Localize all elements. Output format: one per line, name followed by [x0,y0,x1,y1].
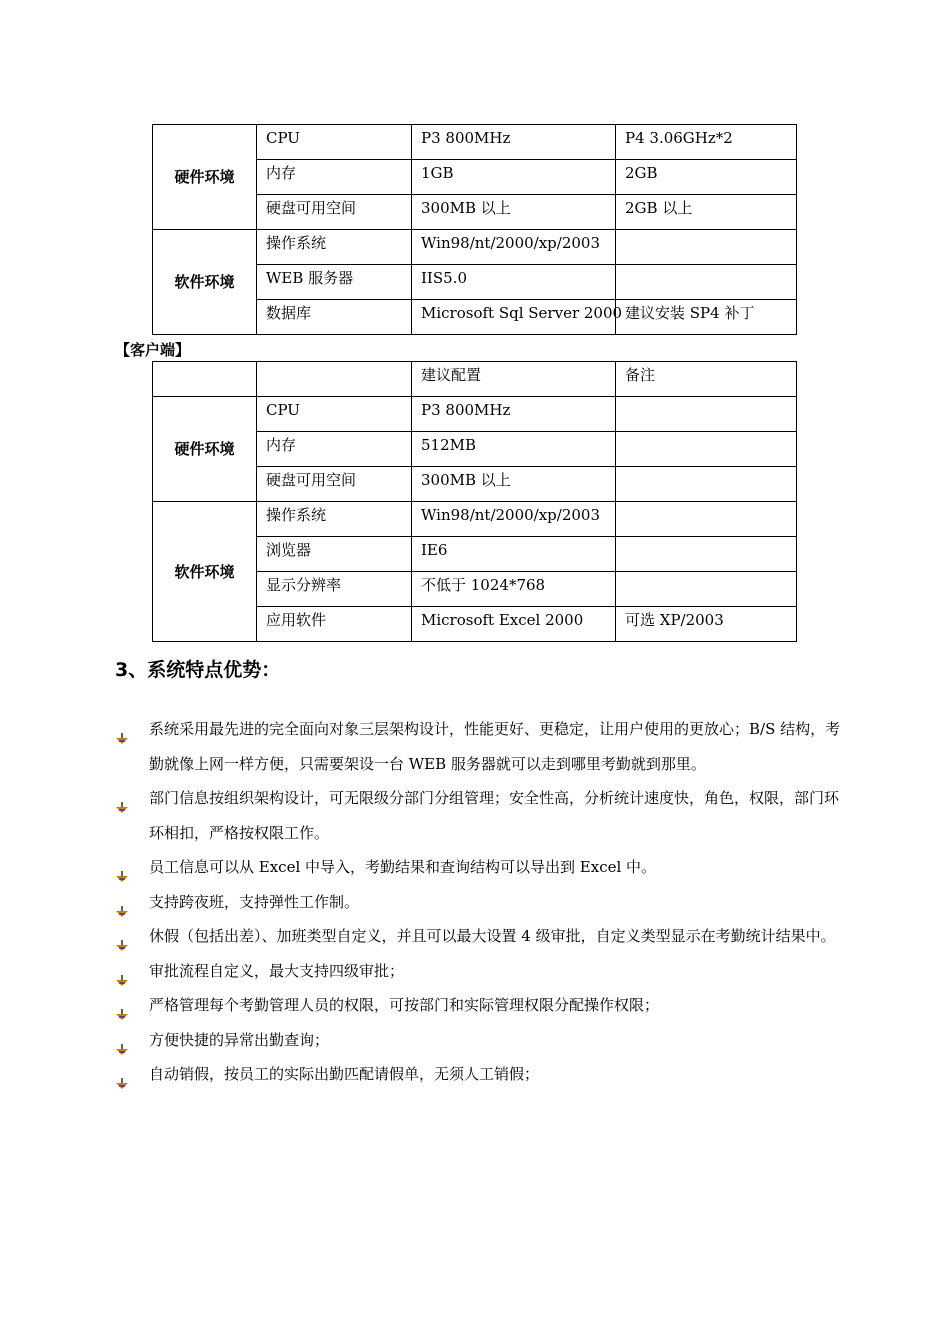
value-cell: 2GB 以上 [616,195,797,230]
value-cell: 2GB [616,160,797,195]
list-item [115,954,845,989]
value-cell: 1GB [412,160,616,195]
value-cell [616,467,797,502]
header-cell [257,362,412,397]
value-cell [616,502,797,537]
table-header-row [153,362,797,397]
arrow-bullet-icon [115,861,129,873]
arrow-bullet-icon [115,930,129,942]
item-cell: 操作系统 [257,502,412,537]
value-cell: Win98/nt/2000/xp/2003 [412,502,616,537]
arrow-bullet-icon [115,723,129,735]
list-item [115,850,845,885]
list-item-text: 审批流程自定义，最大支持四级审批； [149,961,405,980]
category-cell: 硬件环境 [153,397,257,502]
list-item [115,712,845,781]
list-item [115,1023,845,1058]
arrow-bullet-icon [115,896,129,908]
value-cell: Win98/nt/2000/xp/2003 [412,230,616,265]
value-cell [616,537,797,572]
header-cell: 建议配置 [412,362,616,397]
value-cell [616,432,797,467]
value-cell: 不低于 1024*768 [412,572,616,607]
value-cell: 建议安装 SP4 补丁 [616,300,797,335]
list-item [115,885,845,920]
server-requirements-table [152,124,797,335]
item-cell: CPU [257,125,412,160]
value-cell: P3 800MHz [412,397,616,432]
item-cell: 数据库 [257,300,412,335]
value-cell: 300MB 以上 [412,195,616,230]
category-cell: 软件环境 [153,502,257,642]
arrow-bullet-icon [115,965,129,977]
value-cell: 可选 XP/2003 [616,607,797,642]
client-section-label: 【客户端】 [115,341,191,359]
table-row [153,397,797,432]
header-cell [153,362,257,397]
list-item-text: 方便快捷的异常出勤查询； [149,1030,330,1049]
list-item-text: 系统采用最先进的完全面向对象三层架构设计，性能更好、更稳定，让用户使用的更放心；B/S 结构，考勤就像上网一样方便，只需要架设一台 WEB 服务器就可以走到哪里考勤就到那里。 [149,720,841,773]
item-cell: 浏览器 [257,537,412,572]
item-cell: WEB 服务器 [257,265,412,300]
item-cell: 内存 [257,160,412,195]
list-item-text: 严格管理每个考勤管理人员的权限，可按部门和实际管理权限分配操作权限； [149,996,660,1014]
value-cell: 512MB [412,432,616,467]
value-cell: Microsoft Excel 2000 [412,607,616,642]
arrow-bullet-icon [115,999,129,1011]
value-cell: P4 3.06GHz*2 [616,125,797,160]
item-cell: CPU [257,397,412,432]
value-cell: Microsoft Sql Server 2000 [412,300,616,335]
list-item-text: 员工信息可以从 Excel 中导入，考勤结果和查询结构可以导出到 Excel 中。 [149,858,657,876]
item-cell: 硬盘可用空间 [257,467,412,502]
header-cell: 备注 [616,362,797,397]
category-cell: 软件环境 [153,230,257,335]
table-row [153,502,797,537]
value-cell: IE6 [412,537,616,572]
client-requirements-table [152,361,797,642]
table-row [153,125,797,160]
item-cell: 操作系统 [257,230,412,265]
list-item [115,919,845,954]
section-heading: 3、系统特点优势： [115,659,281,681]
value-cell [616,265,797,300]
item-cell: 内存 [257,432,412,467]
item-cell: 硬盘可用空间 [257,195,412,230]
value-cell [616,572,797,607]
arrow-bullet-icon [115,1034,129,1046]
table-row [153,230,797,265]
arrow-bullet-icon [115,792,129,804]
category-cell: 硬件环境 [153,125,257,230]
item-cell: 显示分辨率 [257,572,412,607]
arrow-bullet-icon [115,1068,129,1080]
feature-list [115,712,845,1092]
list-item-text: 休假（包括出差）、加班类型自定义，并且可以最大设置 4 级审批，自定义类型显示在考勤统计结果中。 [149,927,836,945]
item-cell: 应用软件 [257,607,412,642]
list-item-text: 自动销假，按员工的实际出勤匹配请假单，无须人工销假； [149,1065,540,1083]
list-item-text: 部门信息按组织架构设计，可无限级分部门分组管理；安全性高，分析统计速度快，角色，权限，部门环环相扣，严格按权限工作。 [149,789,840,842]
value-cell: 300MB 以上 [412,467,616,502]
list-item [115,1057,845,1092]
list-item [115,988,845,1023]
value-cell [616,230,797,265]
value-cell [616,397,797,432]
value-cell: P3 800MHz [412,125,616,160]
list-item [115,781,845,850]
value-cell: IIS5.0 [412,265,616,300]
list-item-text: 支持跨夜班，支持弹性工作制。 [149,892,360,911]
